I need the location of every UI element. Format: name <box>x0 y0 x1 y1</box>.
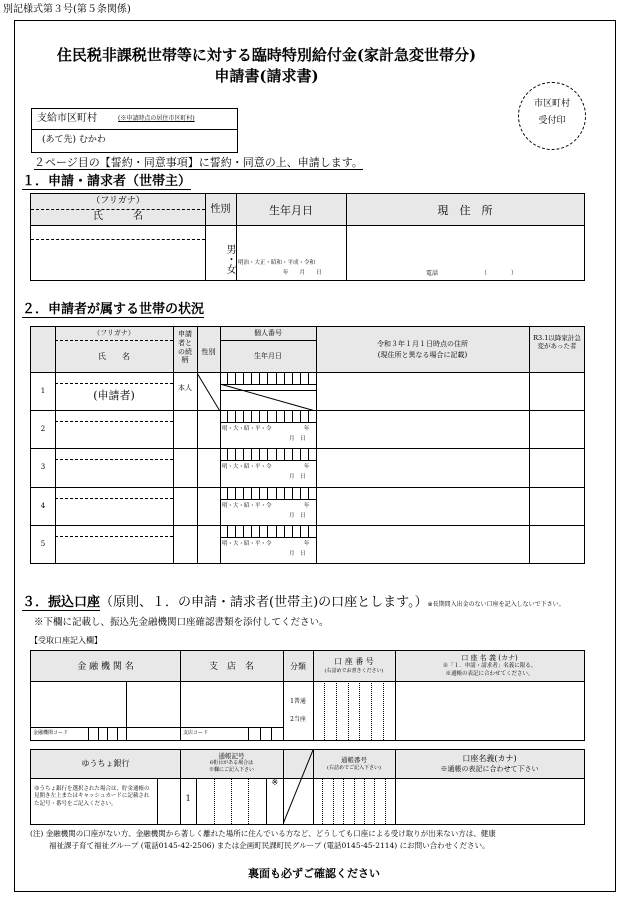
row-furigana-field[interactable] <box>55 449 173 459</box>
yucho-instruction: ゆうちょ銀行を選択された場合は、貯金通帳の見開き左上またはキャッシュカードに記載された記号・番号をご記入ください。 <box>34 786 150 807</box>
col-address2: (現住所と異なる場合に記載) <box>377 351 468 359</box>
phone-label: 電話 <box>426 270 439 277</box>
bank-name-header: 金 融 機 関 名 <box>77 662 134 672</box>
yucho-header: ゆうちょ銀行 <box>81 759 130 768</box>
holder-note2: ※通帳の表記に合わせてください。 <box>445 671 534 677</box>
applicant-name-field[interactable] <box>31 241 205 279</box>
row-year[interactable]: 年 <box>304 540 310 547</box>
municipality-note: (※申請時点の居住市区町村) <box>118 115 195 122</box>
row-era[interactable]: 明・大・昭・平・令 <box>222 502 272 509</box>
furigana-header: （フリガナ） <box>91 196 145 206</box>
row-address-field[interactable] <box>316 411 529 449</box>
type-ordinary[interactable]: 1普通 <box>290 698 306 705</box>
row-sex-field[interactable] <box>197 449 220 487</box>
row-address-field[interactable] <box>316 526 529 564</box>
address-field[interactable] <box>346 227 584 267</box>
municipality-label: 支給市区町村 <box>37 113 97 124</box>
account-number-header: 口 座 番 号 <box>334 657 374 666</box>
row-sudden-field[interactable] <box>529 373 584 411</box>
row-year[interactable]: 年 <box>304 464 310 471</box>
address-header: 現 住 所 <box>437 204 493 217</box>
row-sudden-field[interactable] <box>529 526 584 564</box>
bank-account-table <box>30 650 585 741</box>
col-furigana: （フリガナ） <box>93 329 135 337</box>
section3-heading: ３．振込口座 <box>22 595 101 610</box>
row-sex-field[interactable] <box>197 526 220 564</box>
form-reference: 別記様式第３号(第５条関係) <box>3 4 131 15</box>
col-address1: 令和３年１月１日時点の住所 <box>377 340 468 348</box>
row-month-day[interactable]: 月 日 <box>289 474 306 481</box>
col-relation: 申請者との続柄 <box>178 330 192 365</box>
passbook-number-header: 通帳番号 <box>341 756 367 764</box>
row-number: 1 <box>40 387 46 395</box>
household-row <box>31 410 584 448</box>
row-mynumber-boxes[interactable] <box>220 449 316 461</box>
era-options[interactable]: 明治・大正・昭和・平成・令和 <box>238 260 316 266</box>
stamp-line1: 市区町村 <box>533 99 570 109</box>
row-mynumber-boxes[interactable] <box>220 488 316 500</box>
passbook-number-boxes[interactable] <box>313 778 395 824</box>
row-era[interactable]: 明・大・昭・平・令 <box>222 426 272 433</box>
section3-heading-line <box>22 596 565 609</box>
household-row <box>31 448 584 486</box>
row-mynumber-boxes[interactable] <box>220 411 316 423</box>
holder-header: 口 座 名 義 (カナ) <box>461 654 518 662</box>
row-furigana-field[interactable] <box>55 373 173 383</box>
col-sex: 性別 <box>201 348 216 356</box>
dob-header: 生年月日 <box>269 204 313 217</box>
passbook-code-note1: 6桁目がある場合は <box>209 760 254 766</box>
holder-field[interactable] <box>395 681 584 740</box>
row-address-field[interactable] <box>316 449 529 487</box>
row-name-field[interactable]: (申請者) <box>93 389 135 402</box>
row-address-field[interactable] <box>316 373 529 411</box>
type-header: 分類 <box>290 662 306 671</box>
row-relation-field[interactable]: 本人 <box>178 384 192 392</box>
section1-heading: １．申請・請求者（世帯主） <box>22 174 192 189</box>
applicant-furigana-field[interactable] <box>31 227 205 239</box>
section3-heading-note: ※長期間入出金のない口座を記入しないで下さい。 <box>427 601 565 608</box>
pledge-note: ２ページ目の【誓約・同意事項】に誓約・同意の上、申請します。 <box>34 156 363 169</box>
passbook-code-header: 通帳記号 <box>218 752 245 760</box>
passbook-code-first-digit: 1 <box>185 794 191 803</box>
row-month-day[interactable]: 月 日 <box>289 436 306 443</box>
col-sudden-change: R3.1以降家計急変があった者 <box>533 334 581 351</box>
name-header: 氏 名 <box>93 211 143 222</box>
row-number: 5 <box>40 539 46 548</box>
row-sudden-field[interactable] <box>529 411 584 449</box>
branch-code-boxes[interactable] <box>248 727 283 740</box>
account-number-boxes[interactable] <box>313 681 395 740</box>
branch-name-field[interactable] <box>180 681 283 727</box>
stamp-line2: 受付印 <box>538 116 566 126</box>
branch-code-label: 支店コード <box>183 730 209 736</box>
row-month-day[interactable]: 月 日 <box>289 512 306 519</box>
yucho-slash <box>283 750 313 824</box>
type-current[interactable]: 2当座 <box>290 716 306 723</box>
row-year[interactable]: 年 <box>304 426 310 433</box>
passbook-sixth-digit: ※ <box>266 778 283 824</box>
row-sex-field[interactable] <box>197 411 220 449</box>
row-year[interactable]: 年 <box>304 502 310 509</box>
sex-options[interactable]: 男・女 <box>224 244 235 274</box>
row-era[interactable]: 明・大・昭・平・令 <box>222 464 272 471</box>
municipality-address[interactable]: (あて先) むかわ <box>42 135 106 145</box>
row-month-day[interactable]: 月 日 <box>289 550 306 557</box>
back-page-note: 裏面も必ずご確認ください <box>248 867 380 880</box>
row-sudden-field[interactable] <box>529 449 584 487</box>
yucho-table <box>30 749 585 825</box>
form-subtitle: 申請書(請求書) <box>214 67 319 85</box>
reception-stamp-area <box>518 82 586 150</box>
col-dob: 生年月日 <box>254 352 282 360</box>
row-furigana-field[interactable] <box>55 488 173 498</box>
municipality-box <box>31 108 238 153</box>
bank-code-boxes[interactable] <box>88 727 126 740</box>
dob-ymd[interactable]: 年 月 日 <box>283 270 322 276</box>
row-number: 2 <box>40 425 46 434</box>
row-era[interactable]: 明・大・昭・平・令 <box>222 540 272 547</box>
row1-slash <box>197 373 316 411</box>
bank-code-label: 金融機関コード <box>33 730 69 736</box>
holder2-field[interactable] <box>395 778 584 824</box>
footnote-line1: (注) 金融機関の口座がない方、金融機関から著しく離れた場所に住んでいる方など、どうしても口座による受け取りが出来ない方は、健康 <box>30 829 496 838</box>
row-furigana-field[interactable] <box>55 411 173 421</box>
col-mynumber: 個人番号 <box>254 329 282 337</box>
passbook-code-boxes[interactable] <box>180 778 283 824</box>
holder2-note: ※通帳の表記に合わせて下さい <box>440 765 539 773</box>
section3-heading-rest: （原則、１．の申請・請求者(世帯主)の口座とします。） <box>100 595 428 610</box>
row-furigana-field[interactable] <box>55 526 173 536</box>
section2-heading: ２．申請者が属する世帯の状況 <box>22 302 205 317</box>
applicant-table <box>30 193 585 281</box>
col-name: 氏 名 <box>98 352 130 361</box>
passbook-number-note: (右詰めでご記入下さい) <box>327 765 381 771</box>
branch-header: 支 店 名 <box>208 662 254 672</box>
row-sudden-field[interactable] <box>529 488 584 526</box>
holder2-header: 口座名義(カナ) <box>462 754 517 763</box>
phone-field[interactable]: （ ） <box>481 270 518 277</box>
household-row <box>31 487 584 525</box>
row-number: 4 <box>40 501 46 510</box>
row-number: 3 <box>40 463 46 472</box>
account-number-note: (右詰めでお書きください) <box>324 668 384 674</box>
household-row <box>31 525 584 563</box>
passbook-code-note2: ※欄にご記入下さい <box>208 767 254 773</box>
row-sex-field[interactable] <box>197 488 220 526</box>
row-address-field[interactable] <box>316 488 529 526</box>
household-table <box>30 326 585 564</box>
sex-header: 性別 <box>210 204 231 215</box>
row-mynumber-boxes[interactable] <box>220 526 316 538</box>
holder-note1: ※「１．申請・請求者」名義に限る。 <box>442 663 537 669</box>
household-row <box>31 372 584 410</box>
footnote-line2: 福祉課子育て福祉グループ (電話0145-42-2506) または企画町民課町民グループ (電話0145-45-2114) にお問い合わせください。 <box>49 841 490 850</box>
attach-note: ※下欄に記載し、振込先金融機関口座確認書類を添付してください。 <box>34 617 329 628</box>
form-title: 住民税非課税世帯等に対する臨時特別給付金(家計急変世帯分) <box>56 46 477 64</box>
bank-name-field[interactable] <box>31 681 180 727</box>
account-box-label: 【受取口座記入欄】 <box>30 636 102 645</box>
